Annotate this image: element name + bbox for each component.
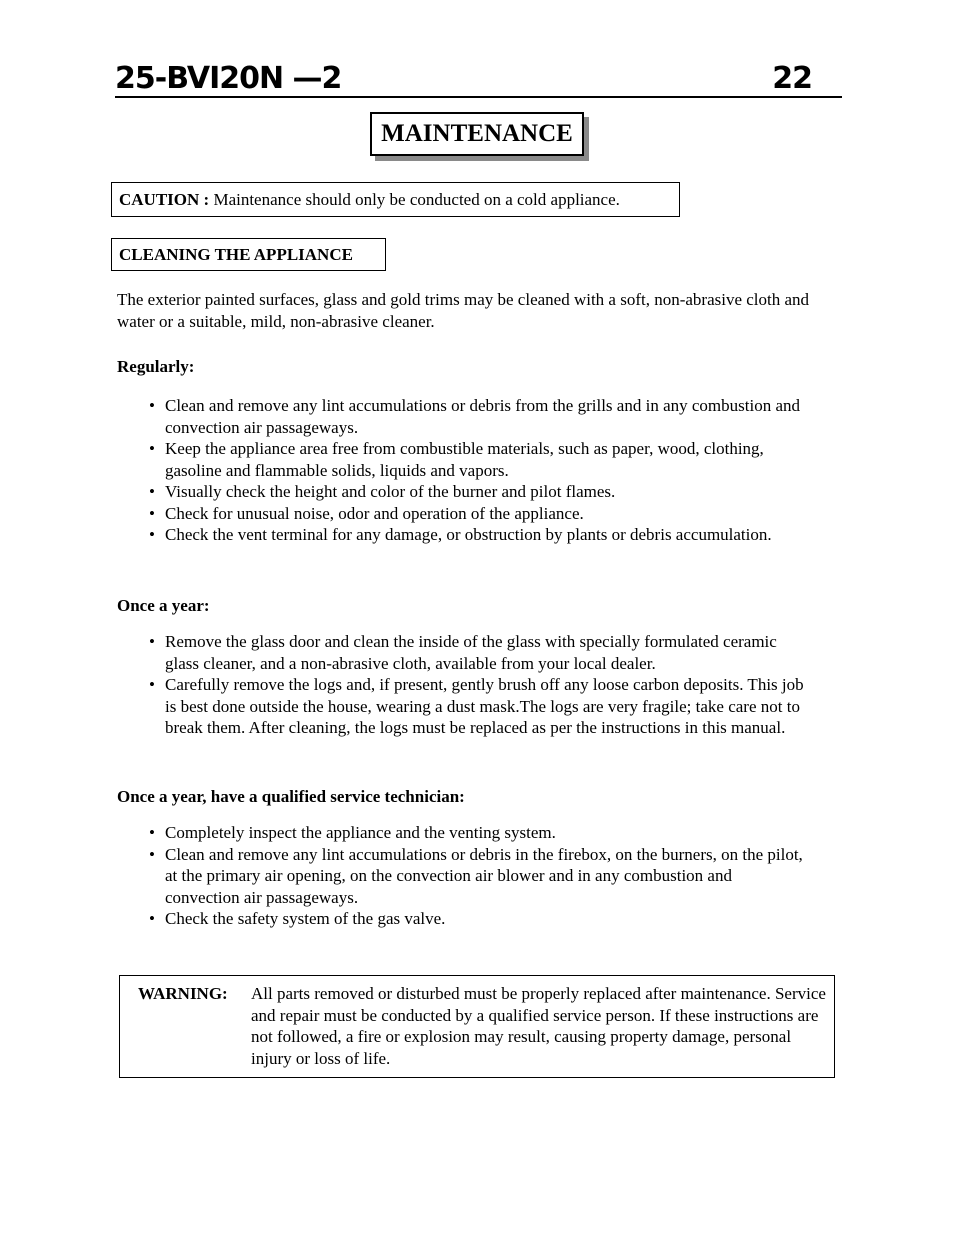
list-item: • Carefully remove the logs and, if present, gently brush off any loose carbon deposits. This job is best done outside the house, wearing a dust mask.The logs are very fragile; take care not to break them. After cleaning, the logs must be replaced as per the instructions in this manual.: [149, 675, 804, 737]
list-item: • Visually check the height and color of the burner and pilot flames.: [149, 482, 616, 501]
regularly-list: [149, 395, 809, 546]
technician-list: [149, 822, 809, 930]
section-title: CLEANING THE APPLIANCE: [111, 238, 386, 271]
list-item: • Check the safety system of the gas valve.: [149, 909, 446, 928]
list-item: • Check the vent terminal for any damage, or obstruction by plants or debris accumulation.: [149, 525, 772, 544]
warning-label: WARNING:: [138, 984, 228, 1003]
warning-text: All parts removed or disturbed must be properly replaced after maintenance. Service and repair must be conducted by a qualified service person. If these instructions are not followed, a fire or explosion may result, causing property damage, personal injury or loss of life.: [251, 984, 826, 1068]
document-id: 25-BVI20N —2: [115, 61, 342, 96]
warning-box: [119, 975, 835, 1078]
list-item: • Clean and remove any lint accumulations or debris from the grills and in any combustion and convection air passageways.: [149, 396, 800, 437]
caution-label: CAUTION :: [119, 190, 210, 209]
bullet-icon: •: [149, 909, 155, 928]
once-a-year-list: [149, 631, 809, 739]
list-item: • Keep the appliance area free from combustible materials, such as paper, wood, clothing, gasoline and flammable solids, liquids and vapors.: [149, 439, 764, 480]
bullet-icon: •: [149, 439, 155, 458]
bullet-icon: •: [149, 482, 155, 501]
page-header: [115, 62, 842, 98]
list-item: • Check for unusual noise, odor and operation of the appliance.: [149, 503, 584, 523]
list-item: • Completely inspect the appliance and the venting system.: [149, 823, 556, 842]
caution-box: [111, 182, 680, 217]
list-item: • Clean and remove any lint accumulations or debris in the firebox, on the burners, on the pilot, at the primary air opening, on the convection air blower and in any combustion and convection air passageways.: [149, 844, 803, 907]
bullet-icon: •: [149, 396, 155, 415]
caution-text: Maintenance should only be conducted on a cold appliance.: [209, 190, 620, 209]
list-item: • Remove the glass door and clean the inside of the glass with specially formulated ceramic glass cleaner, and a non-abrasive cloth, available from your local dealer.: [149, 632, 777, 673]
once-a-year-heading: Once a year:: [117, 596, 210, 615]
bullet-icon: •: [149, 525, 155, 544]
bullet-icon: •: [149, 503, 155, 523]
bullet-icon: •: [149, 675, 155, 694]
bullet-icon: •: [149, 844, 155, 864]
technician-heading: Once a year, have a qualified service technician:: [117, 787, 465, 806]
intro-paragraph: The exterior painted surfaces, glass and gold trims may be cleaned with a soft, non-abrasive cloth and water or a suitable, mild, non-abrasive cleaner.: [117, 290, 810, 331]
page-title: MAINTENANCE: [370, 112, 584, 156]
bullet-icon: •: [149, 823, 155, 842]
regularly-heading: Regularly:: [117, 357, 195, 376]
page-number: 22: [772, 61, 812, 96]
bullet-icon: •: [149, 632, 155, 651]
